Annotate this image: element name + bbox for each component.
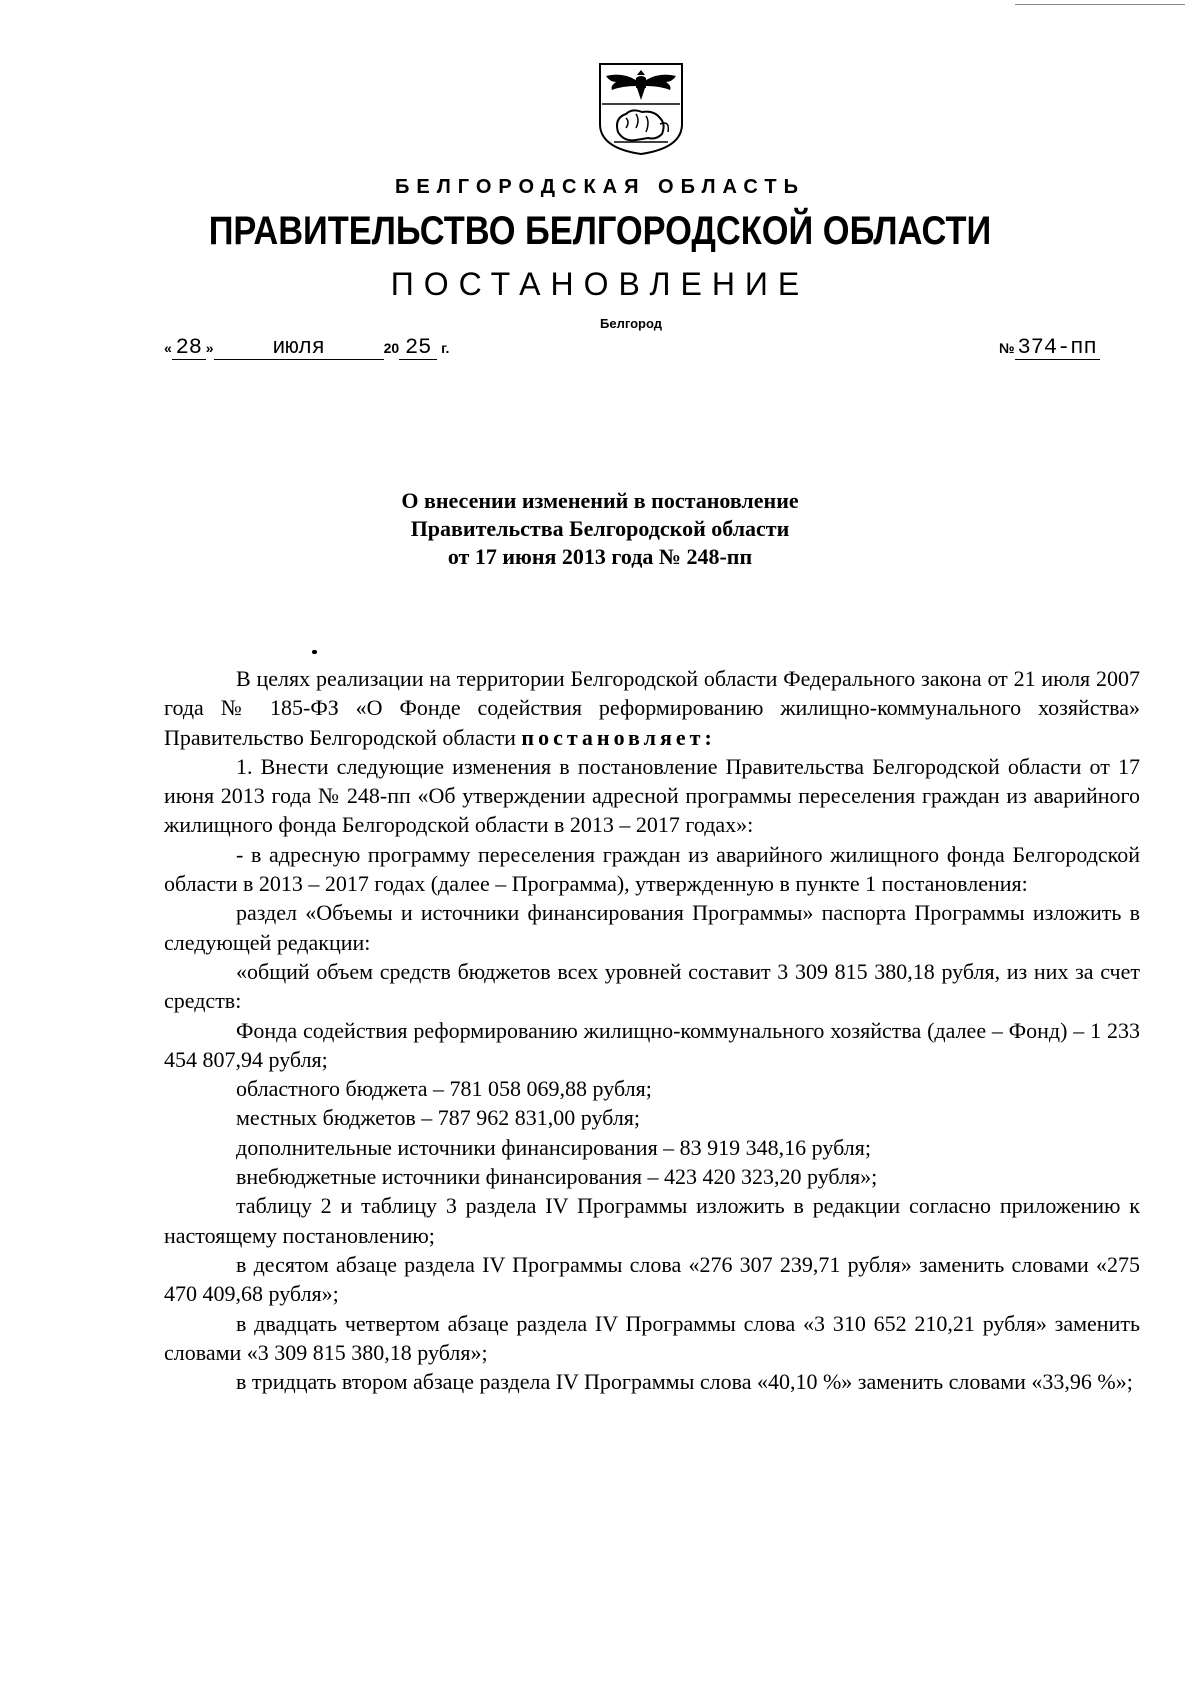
title-line-3: от 17 июня 2013 года № 248-пп xyxy=(447,544,753,569)
preamble-paragraph xyxy=(164,664,1140,752)
date-line xyxy=(164,337,449,360)
resolves-word: постановляет xyxy=(521,724,705,750)
title-line-2: Правительства Белгородской области xyxy=(410,516,790,541)
document-number-line xyxy=(999,337,1100,360)
date-month: июля xyxy=(214,337,384,360)
preamble-text: В целях реализации на территории Белгородской области Федерального закона от 21 июля 2007 года № 185-ФЗ «О Фонде содействия реформированию жилищно-коммунального хозяйства» Правительство Белгородской области xyxy=(164,666,1140,750)
date-open-quote: « xyxy=(164,340,172,356)
total-volume-paragraph: «общий объем средств бюджетов всех уровней составит 3 309 815 380,18 рубля, из них за счет средств: xyxy=(164,958,1140,1014)
city-name: Белгород xyxy=(600,316,662,331)
twenty-fourth-paragraph-amendment: в двадцать четвертом абзаце раздела IV Программы слова «3 310 652 210,21 рубля» заменить словами «3 309 815 380,18 рубля»; xyxy=(164,1310,1140,1365)
document-type: ПОСТАНОВЛЕНИЕ xyxy=(390,266,810,302)
date-day: 28 xyxy=(172,337,206,360)
tables-paragraph: таблицу 2 и таблицу 3 раздела IV Программы изложить в редакции согласно приложению к настоящему постановлению; xyxy=(164,1193,1140,1248)
fund-paragraph: Фонда содействия реформированию жилищно-коммунального хозяйства (далее – Фонд) – 1 233 454 807,94 рубля; xyxy=(164,1017,1140,1072)
document-title xyxy=(0,487,1200,571)
title-line-1: О внесении изменений в постановление xyxy=(401,488,799,513)
document-number: 374-пп xyxy=(1015,337,1100,360)
number-label: № xyxy=(999,340,1015,356)
program-amendment-paragraph: - в адресную программу переселения граждан из аварийного жилищного фонда Белгородской области в 2013 – 2017 годах (далее – Программа), утвержденную в пункте 1 постановления: xyxy=(164,841,1140,897)
government-name: ПРАВИТЕЛЬСТВО БЕЛГОРОДСКОЙ ОБЛАСТИ xyxy=(208,209,992,253)
additional-sources-paragraph: дополнительные источники финансирования – 83 919 348,16 рубля; xyxy=(236,1134,871,1160)
year-mark: г. xyxy=(441,340,450,356)
extrabudgetary-sources-paragraph: внебюджетные источники финансирования – 423 420 323,20 рубля»; xyxy=(236,1164,878,1190)
document-body xyxy=(164,664,1140,1396)
item-1-paragraph: 1. Внести следующие изменения в постановление Правительства Белгородской области от 17 июня 2013 года № 248-пп «Об утверждении адресной программы переселения граждан из аварийного жилищного фонда Белгородской области в 2013 – 2017 годах»: xyxy=(164,753,1140,838)
passport-section-paragraph: раздел «Объемы и источники финансирования Программы» паспорта Программы изложить в следующей редакции: xyxy=(164,900,1140,955)
coat-of-arms-emblem xyxy=(596,62,686,156)
resolves-colon: : xyxy=(704,724,712,750)
regional-budget-paragraph: областного бюджета – 781 058 069,88 рубля; xyxy=(236,1076,652,1102)
year-prefix: 20 xyxy=(383,340,400,356)
stray-mark xyxy=(312,650,317,654)
local-budgets-paragraph: местных бюджетов – 787 962 831,00 рубля; xyxy=(236,1105,641,1131)
thirty-second-paragraph-amendment: в тридцать втором абзаце раздела IV Программы слова «40,10 %» заменить словами «33,96 %»; xyxy=(236,1369,1133,1395)
tenth-paragraph-amendment: в десятом абзаце раздела IV Программы слова «276 307 239,71 рубля» заменить словами «275 470 409,68 рубля»; xyxy=(164,1251,1140,1307)
top-edge-line xyxy=(1015,4,1185,5)
region-name: БЕЛГОРОДСКАЯ ОБЛАСТЬ xyxy=(395,176,805,198)
year-suffix: 25 xyxy=(399,337,437,360)
date-close-quote: » xyxy=(205,340,214,356)
